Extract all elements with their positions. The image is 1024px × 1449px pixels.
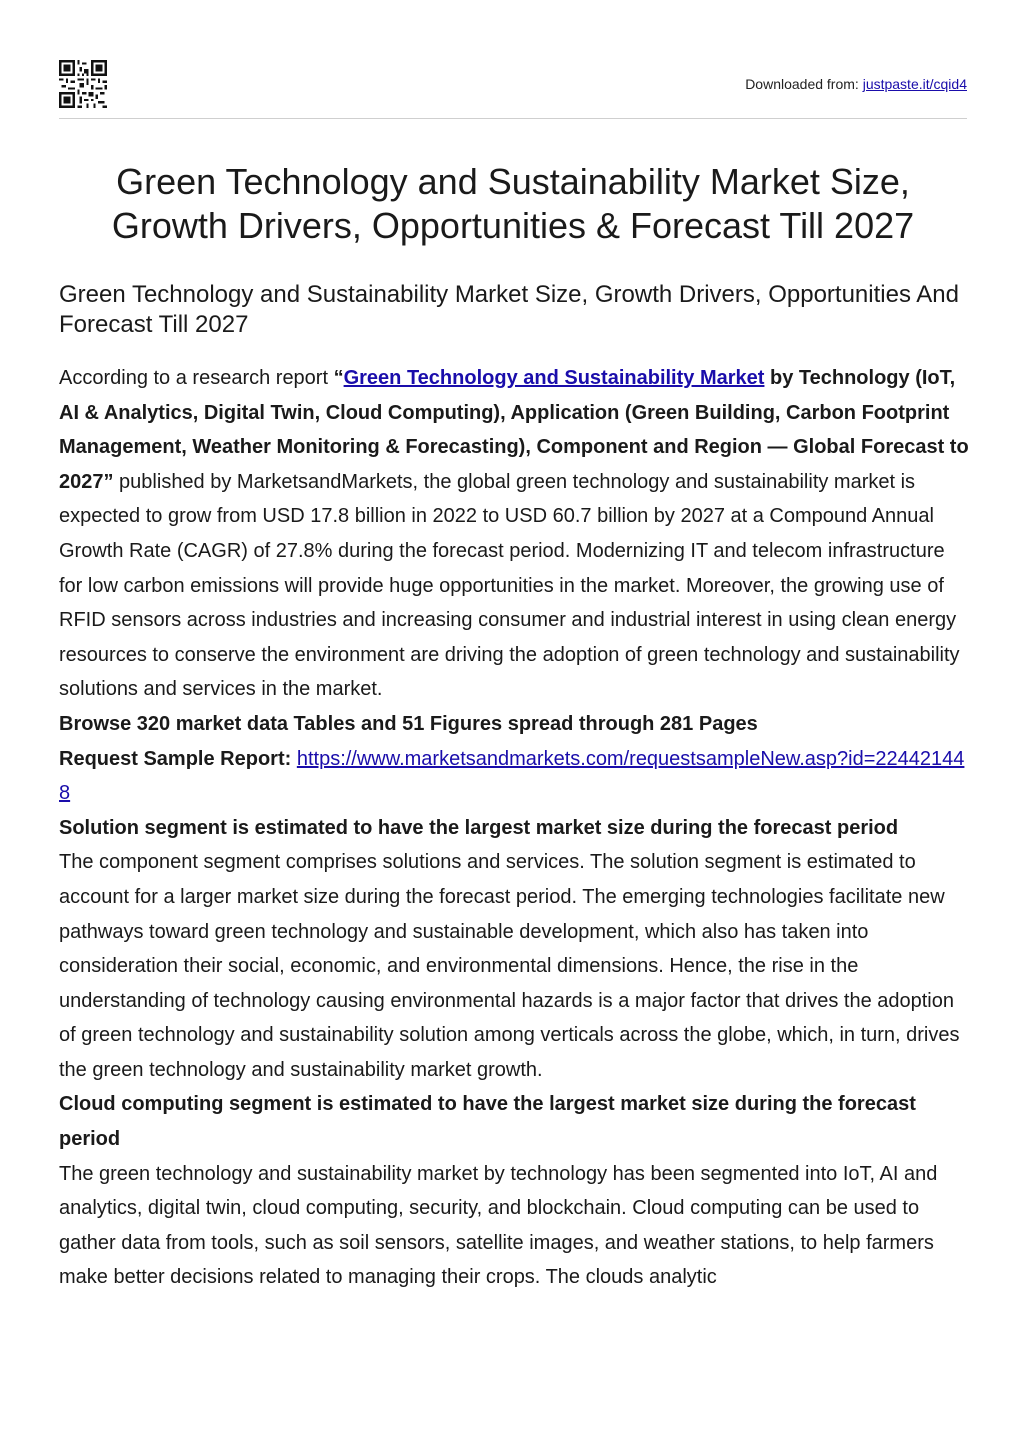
report-title-bold: by Technology (IoT, AI & Analytics, Digital Twin, Cloud Computing), Application (Green Building, Carbon Footprint Management, Weather Monitoring & Forecasting), Component and Region — Global Forecast to 2027” bbox=[59, 367, 969, 493]
section-heading-text: Cloud computing segment is estimated to have the largest market size during the forecast period bbox=[59, 1093, 916, 1151]
request-sample-label: Request Sample Report: bbox=[59, 747, 292, 770]
section-paragraph: The component segment comprises solutions and services. The solution segment is estimated to account for a larger market size during the forecast period. The emerging technologies facilitate new pathways toward green technology and sustainable development, which also has taken into consideration their social, economic, and environmental dimensions. Hence, the rise in the understanding of technology causing environmental hazards is a major factor that drives the adoption of green technology and sustainability solution among verticals across the globe, which, in turn, drives the green technology and sustainability market growth. bbox=[59, 851, 960, 1081]
browse-line bbox=[59, 707, 971, 742]
page-subtitle: Green Technology and Sustainability Market Size, Growth Drivers, Opportunities And Forecast Till 2027 bbox=[59, 281, 959, 338]
browse-text: Browse 320 market data Tables and 51 Figures spread through 281 Pages bbox=[59, 712, 758, 735]
section-heading-text: Solution segment is estimated to have the largest market size during the forecast period bbox=[59, 816, 899, 839]
intro-paragraph bbox=[59, 361, 971, 707]
download-source-link[interactable]: justpaste.it/cqid4 bbox=[862, 76, 967, 92]
qr-code-icon bbox=[59, 60, 107, 108]
section-heading bbox=[59, 1087, 971, 1156]
article-body bbox=[59, 361, 971, 1295]
section-heading bbox=[59, 811, 971, 846]
intro-lead: According to a research report bbox=[59, 367, 334, 389]
page-title: Green Technology and Sustainability Market Size, Growth Drivers, Opportunities & Forecast Till 2027 bbox=[111, 161, 915, 246]
download-source bbox=[745, 76, 967, 92]
section-paragraph: The green technology and sustainability market by technology has been segmented into IoT, AI and analytics, digital twin, cloud computing, security, and blockchain. Cloud computing can be used to gather data from tools, such as soil sensors, satellite images, and weather stations, to help farmers make better decisions related to managing their crops. The clouds analytic bbox=[59, 1162, 938, 1289]
request-sample-line bbox=[59, 742, 971, 811]
intro-open-quote: “ bbox=[333, 367, 344, 389]
intro-rest: published by MarketsandMarkets, the global green technology and sustainability market is expected to grow from USD 17.8 billion in 2022 to USD 60.7 billion by 2027 at a Compound Annual Growth Rate (CAGR) of 27.8% during the forecast period. Modernizing IT and telecom infrastructure for low carbon emissions will provide huge opportunities in the market. Moreover, the growing use of RFID sensors across industries and increasing consumer and industrial interest in using clean energy resources to conserve the environment are driving the adoption of green technology and sustainability solutions and services in the market. bbox=[59, 470, 960, 701]
market-report-link[interactable]: Green Technology and Sustainability Market bbox=[343, 367, 765, 389]
download-label: Downloaded from: bbox=[745, 76, 859, 92]
request-sample-link[interactable]: https://www.marketsandmarkets.com/requestsampleNew.asp?id=224421448 bbox=[59, 747, 965, 805]
page-header bbox=[59, 60, 967, 119]
